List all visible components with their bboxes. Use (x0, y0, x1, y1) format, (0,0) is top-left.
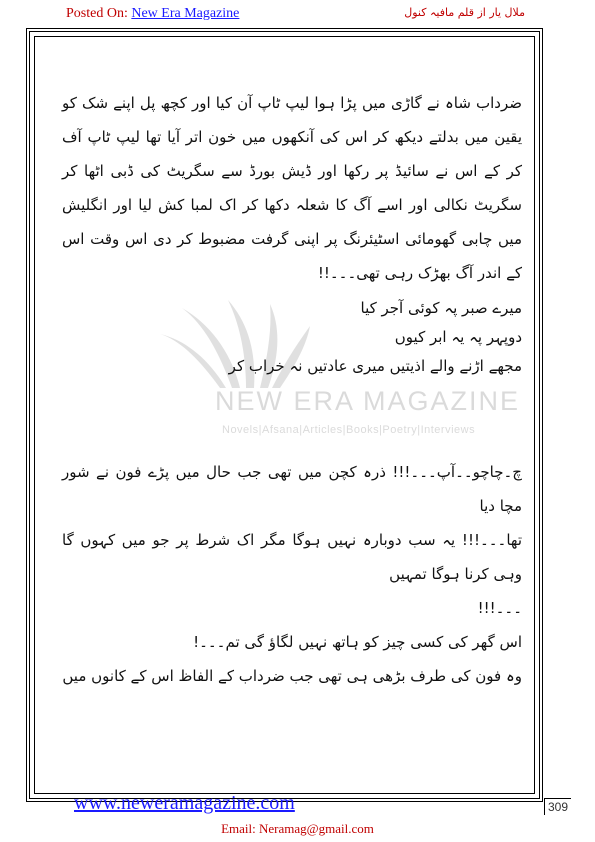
magazine-link[interactable]: New Era Magazine (131, 6, 240, 21)
watermark-subtitle: Novels|Afsana|Articles|Books|Poetry|Interviews (222, 424, 476, 436)
text-line: ۔۔۔!!! (477, 599, 522, 617)
page-number: 309 (544, 798, 571, 815)
author-line: ملال یار از قلم مافیہ کنول (404, 6, 525, 19)
text-line: اس گھر کی کسی چیز کو ہاتھ نہیں لگاؤ گی تم۔۔۔! (193, 633, 522, 651)
poem-block (62, 294, 522, 381)
poem-line: دوپہر پہ یہ ابر کیوں (394, 328, 522, 346)
text-line: وہ فون کی طرف بڑھی ہی تھی جب ضرداب کے الفاظ اس کے کانوں میں (62, 667, 522, 685)
posted-label: Posted On: (66, 6, 128, 21)
page-header (0, 0, 595, 26)
posted-on (66, 6, 239, 22)
poem-line: میرے صبر پہ کوئی آجر کیا (360, 299, 522, 317)
story-text (62, 86, 522, 693)
text-line: چ۔چاچو۔۔آپ۔۔۔!!! ذرہ کچن میں تھی جب حال میں پڑے فون نے شور مچا دیا (62, 463, 522, 515)
paragraph-1: ضرداب شاہ نے گاڑی میں پڑا ہوا لیپ ٹاپ آن کیا اور کچھ پل اپنے شک کو یقین میں بدلتے دیکھ کر اس کی آنکھوں میں خون اتر آیا تھا لیپ ٹاپ آف کر کے اس نے سائیڈ پر رکھا اور ڈیش بورڈ سے سگریٹ کی ڈبی اٹھا کر سگریٹ نکالی اور اسے آگ کا شعلہ دکھا کر اک لمبا کش لیا اور انگلیش میں چابی گھومائی اسٹیئرنگ پر اپنی گرفت مضبوط کر دی اس وقت اس کے اندر آگ بھڑک رہی تھی۔۔۔!! (62, 94, 522, 282)
watermark-title: NEW ERA MAGAZINE (215, 386, 521, 416)
poem-line: مجھے اڑنے والے اذیتیں میری عادتیں نہ خراب کر (228, 357, 522, 375)
paragraph-2 (62, 455, 522, 693)
website-link[interactable]: www.neweramagazine.com (74, 792, 295, 814)
text-line: تھا۔۔۔!!! یہ سب دوبارہ نہیں ہوگا مگر اک شرط پر جو میں کہوں گا وہی کرنا ہوگا تمہیں (62, 531, 522, 583)
email-address: Email: Neramag@gmail.com (221, 821, 374, 836)
